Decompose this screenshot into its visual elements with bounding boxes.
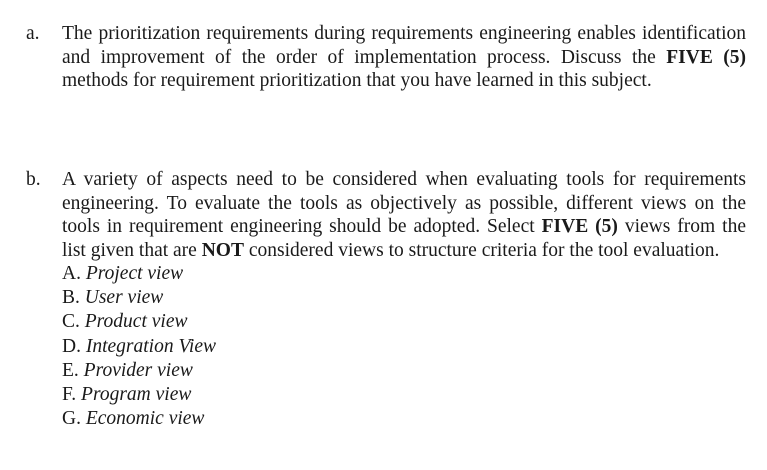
question-a-text-part: The prioritization requirements during requirements engineering enables identification and improvement of the order of implementation process. Discuss the [62, 23, 746, 68]
question-b-text-part: views from the list given that are [62, 216, 746, 261]
option-letter: C. [62, 311, 80, 333]
question-a-text-part: methods for requirement prioritization that you have learned in this subject. [62, 70, 652, 91]
option-text: Program view [81, 384, 192, 406]
option-letter: E. [62, 359, 79, 381]
question-a [26, 22, 752, 93]
option-item [62, 407, 746, 431]
question-b-bold-not: NOT [201, 239, 244, 261]
question-a-bold: FIVE (5) [666, 46, 747, 68]
option-item [62, 383, 746, 407]
question-b-text-part: A variety of aspects need to be considered when evaluating tools for requirements engineering. To evaluate the tools as objectively as possible, different views on the tools in requirement engineering should be adopted. Select [62, 169, 746, 237]
question-b-prompt [62, 168, 746, 262]
option-text: Integration View [85, 335, 217, 357]
question-a-text [62, 22, 752, 93]
option-letter: D. [62, 335, 81, 357]
options-list [62, 262, 746, 431]
option-item [62, 262, 746, 286]
option-item [62, 286, 746, 310]
option-item [62, 335, 746, 359]
question-b-bold: FIVE (5) [541, 216, 618, 237]
option-text: Project view [85, 263, 184, 284]
option-letter: G. [62, 408, 81, 430]
option-text: Product view [84, 311, 188, 333]
question-b [26, 168, 752, 431]
question-b-text-part: considered views to structure criteria for the tool evaluation. [243, 239, 720, 261]
option-text: User view [84, 287, 164, 309]
option-letter: F. [62, 384, 77, 406]
option-letter: A. [62, 263, 81, 284]
option-item [62, 310, 746, 334]
option-letter: B. [62, 287, 80, 309]
option-text: Provider view [83, 359, 193, 381]
option-item [62, 359, 746, 383]
option-text: Economic view [85, 408, 205, 430]
question-a-label: a. [26, 23, 40, 44]
question-b-text [62, 168, 752, 431]
question-b-label: b. [26, 169, 41, 190]
